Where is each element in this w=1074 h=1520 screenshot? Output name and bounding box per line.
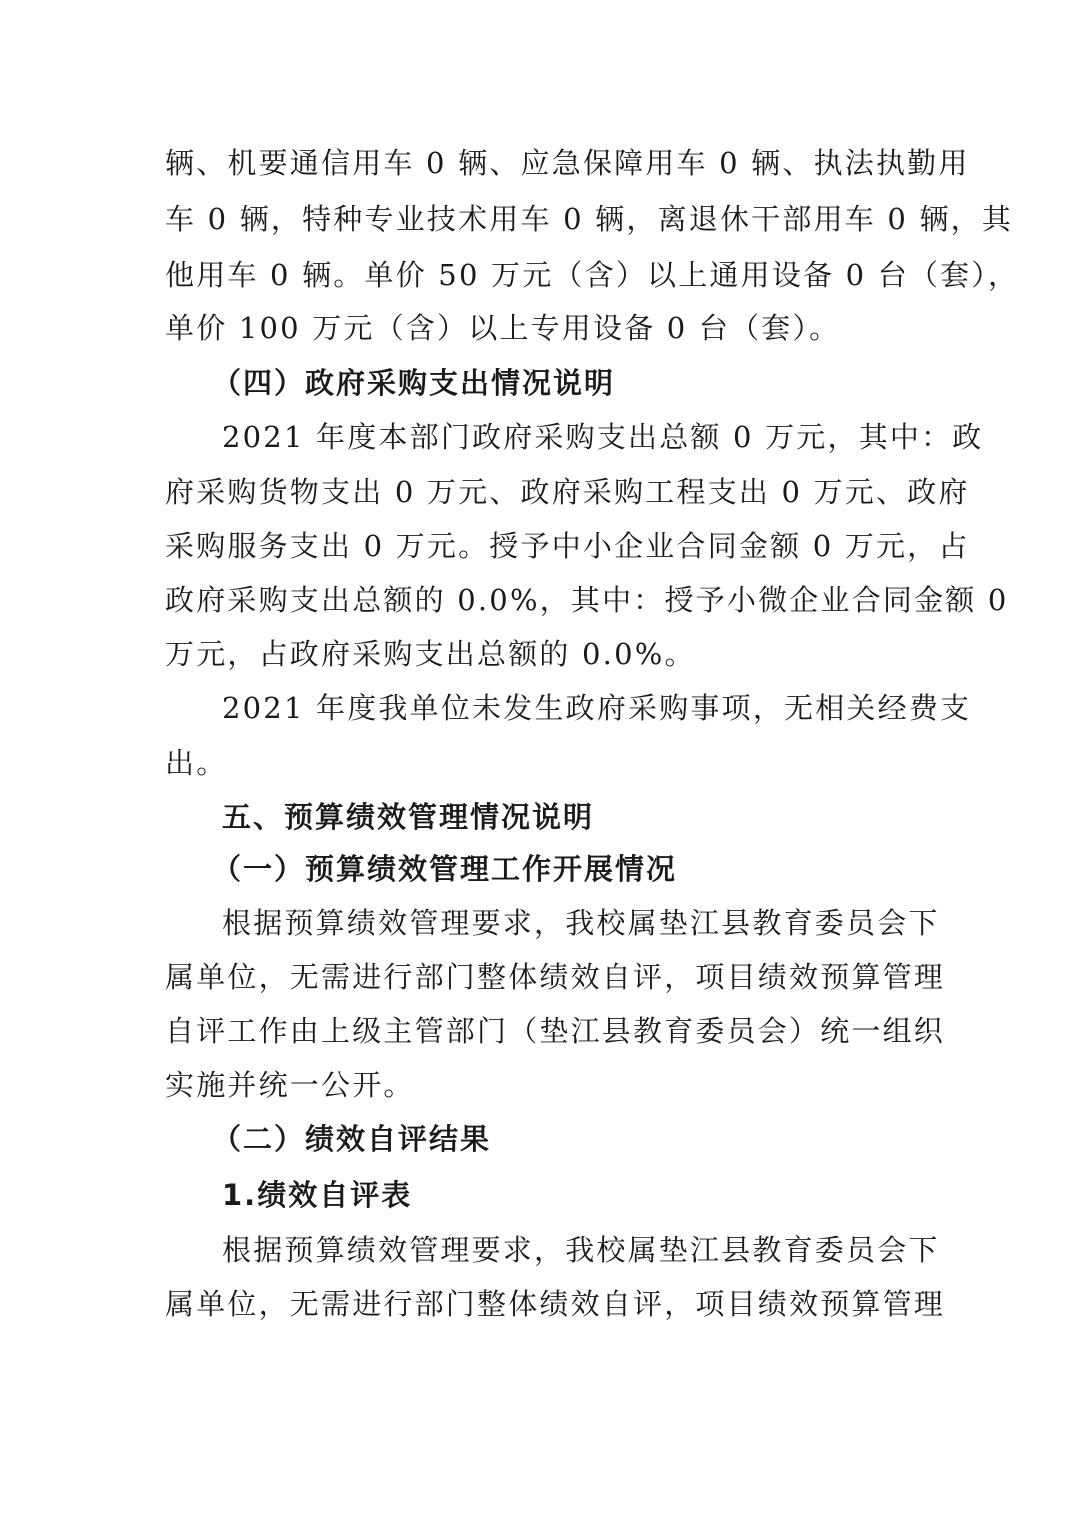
- paragraph-line: 根据预算绩效管理要求，我校属垫江县教育委员会下: [222, 906, 940, 940]
- paragraph-line: 出。: [165, 746, 228, 780]
- paragraph-line: 万元，占政府采购支出总额的 0.0%。: [165, 637, 696, 671]
- paragraph-line: 政府采购支出总额的 0.0%，其中：授予小微企业合同金额 0: [165, 583, 1009, 617]
- section-heading-4: （四）政府采购支出情况说明: [212, 366, 616, 400]
- paragraph-line: 府采购货物支出 0 万元、政府采购工程支出 0 万元、政府: [165, 475, 970, 509]
- paragraph-line: 根据预算绩效管理要求，我校属垫江县教育委员会下: [222, 1233, 940, 1267]
- paragraph-line: 属单位，无需进行部门整体绩效自评，项目绩效预算管理: [165, 1287, 946, 1321]
- paragraph-line: 自评工作由上级主管部门（垫江县教育委员会）统一组织: [165, 1014, 946, 1048]
- paragraph-line: 属单位，无需进行部门整体绩效自评，项目绩效预算管理: [165, 960, 946, 994]
- paragraph-line: 实施并统一公开。: [165, 1068, 415, 1102]
- paragraph-line: 他用车 0 辆。单价 50 万元（含）以上通用设备 0 台（套），: [165, 258, 1020, 292]
- paragraph-line: 采购服务支出 0 万元。授予中小企业合同金额 0 万元，占: [165, 529, 970, 563]
- section-heading-1: （一）预算绩效管理工作开展情况: [212, 852, 678, 886]
- paragraph-line: 单价 100 万元（含）以上专用设备 0 台（套）。: [165, 311, 841, 345]
- chapter-heading-5: 五、预算绩效管理情况说明: [222, 800, 595, 834]
- paragraph-line: 辆、机要通信用车 0 辆、应急保障用车 0 辆、执法执勤用: [165, 146, 970, 180]
- paragraph-line: 2021 年度本部门政府采购支出总额 0 万元，其中：政: [222, 420, 984, 454]
- subsection-heading: 1.绩效自评表: [222, 1178, 413, 1212]
- section-heading-2: （二）绩效自评结果: [212, 1122, 492, 1156]
- paragraph-line: 车 0 辆，特种专业技术用车 0 辆，离退休干部用车 0 辆，其: [165, 202, 1014, 236]
- paragraph-line: 2021 年度我单位未发生政府采购事项，无相关经费支: [222, 691, 972, 725]
